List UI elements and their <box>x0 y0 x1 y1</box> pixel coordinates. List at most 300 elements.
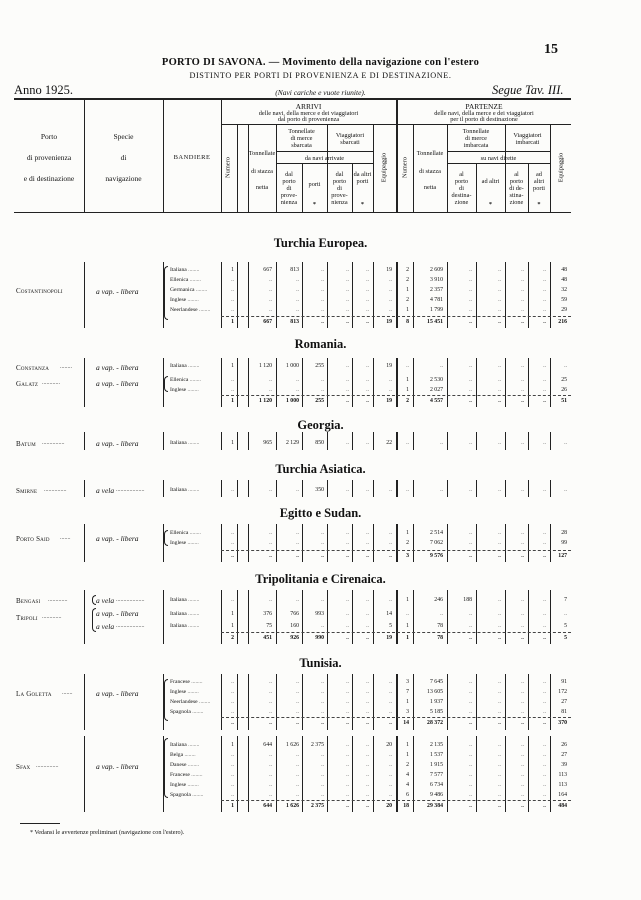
cell-value: 1 <box>406 530 409 536</box>
cell-value: .. <box>346 319 349 325</box>
leader-dots: ............ <box>42 380 60 386</box>
cell-value: .. <box>296 287 299 293</box>
cell-value: .. <box>389 553 392 559</box>
cell-value: 2 375 <box>310 742 324 748</box>
cell-value: .. <box>269 720 272 726</box>
cell-value: .. <box>543 679 546 685</box>
cell-value: .. <box>389 792 392 798</box>
cell-value: 993 <box>315 611 324 617</box>
cell-value: .. <box>498 277 501 283</box>
cell-value: 350 <box>315 487 324 493</box>
navigation-kind: a vap. - libera <box>96 287 139 296</box>
cell-value: .. <box>269 307 272 313</box>
body-col-divider <box>84 358 85 407</box>
cell-value: 766 <box>290 611 299 617</box>
cell-value: .. <box>543 277 546 283</box>
section-turchia-asiatica: Turchia Asiatica. <box>275 462 366 476</box>
cell-value: .. <box>406 363 409 369</box>
cell-value: .. <box>321 377 324 383</box>
cell-value: .. <box>521 762 524 768</box>
cell-value: 2 <box>406 398 409 404</box>
header-porto: Porto <box>40 132 58 141</box>
cell-value: 1 <box>231 803 234 809</box>
header-equipaggio: Equipaggio <box>380 152 388 183</box>
cell-value: .. <box>296 699 299 705</box>
brace <box>164 376 168 392</box>
cell-value: 1 626 <box>285 803 299 809</box>
cell-value: 5 <box>564 635 567 641</box>
cell-value: .. <box>366 440 369 446</box>
cell-value: 160 <box>290 623 299 629</box>
cell-value: .. <box>321 530 324 536</box>
cell-value: .. <box>296 307 299 313</box>
cell-value: 484 <box>558 803 567 809</box>
cell-value: 1 000 <box>285 398 299 404</box>
cell-value: .. <box>469 611 472 617</box>
cell-value: .. <box>296 772 299 778</box>
leader-dots: ....... <box>62 690 73 696</box>
cell-value: .. <box>440 487 443 493</box>
cell-value: 7 062 <box>429 540 443 546</box>
cell-value: .. <box>521 387 524 393</box>
cell-value: .. <box>498 679 501 685</box>
cell-value: .. <box>366 699 369 705</box>
cell-value: 19 <box>386 363 392 369</box>
flag-label: Spagnola ........ <box>170 792 204 798</box>
cell-value: 1 <box>406 742 409 748</box>
cell-value: 1 <box>406 635 409 641</box>
header-star: * <box>360 201 365 208</box>
cell-value: .. <box>231 782 234 788</box>
total-rule <box>221 632 571 633</box>
cell-value: .. <box>543 540 546 546</box>
cell-value: .. <box>498 762 501 768</box>
cell-value: 1 <box>406 287 409 293</box>
cell-value: 75 <box>266 623 272 629</box>
cell-value: .. <box>321 762 324 768</box>
cell-value: .. <box>543 387 546 393</box>
cell-value: .. <box>346 540 349 546</box>
cell-value: 9 486 <box>429 792 443 798</box>
cell-value: .. <box>366 752 369 758</box>
cell-value: .. <box>346 752 349 758</box>
cell-value: .. <box>231 699 234 705</box>
cell-value: .. <box>296 530 299 536</box>
cell-value: 3 <box>406 679 409 685</box>
cell-value: .. <box>269 679 272 685</box>
cell-value: .. <box>543 742 546 748</box>
header-tonn-stazza: Tonnellate <box>248 150 276 157</box>
cell-value: .. <box>469 699 472 705</box>
cell-value: .. <box>498 635 501 641</box>
cell-value: 5 <box>564 623 567 629</box>
cell-value: 451 <box>263 635 272 641</box>
cell-value: .. <box>231 277 234 283</box>
cell-value: .. <box>498 611 501 617</box>
port-name: Constanza <box>16 364 50 372</box>
cell-value: .. <box>389 689 392 695</box>
leader-dots: ................... <box>116 487 145 493</box>
flag-label: Francese ........ <box>170 772 203 778</box>
cell-value: .. <box>543 377 546 383</box>
cell-value: 27 <box>561 699 567 705</box>
cell-value: .. <box>521 623 524 629</box>
flag-label: Italiana ........ <box>170 742 200 748</box>
cell-value: .. <box>366 398 369 404</box>
cell-value: 1 537 <box>429 752 443 758</box>
cell-value: .. <box>543 792 546 798</box>
cell-value: .. <box>498 803 501 809</box>
cell-value: .. <box>521 679 524 685</box>
cell-value: 246 <box>434 597 443 603</box>
cell-value: 29 384 <box>427 803 443 809</box>
cell-value: .. <box>231 679 234 685</box>
cell-value: 28 372 <box>427 720 443 726</box>
cell-value: .. <box>366 762 369 768</box>
leader-dots: ............... <box>42 440 65 446</box>
cell-value: .. <box>321 782 324 788</box>
flag-label: Inglese ........ <box>170 782 199 788</box>
cell-value: .. <box>321 319 324 325</box>
cell-value: 644 <box>263 742 272 748</box>
cell-value: .. <box>231 792 234 798</box>
total-rule <box>221 717 571 718</box>
cell-value: .. <box>231 720 234 726</box>
cell-value: .. <box>346 363 349 369</box>
cell-value: 667 <box>263 267 272 273</box>
cell-value: .. <box>321 540 324 546</box>
cell-value: .. <box>389 530 392 536</box>
cell-value: .. <box>543 487 546 493</box>
cell-value: .. <box>498 709 501 715</box>
leader-dots: ............... <box>36 763 59 769</box>
cell-value: .. <box>321 752 324 758</box>
cell-value: .. <box>521 398 524 404</box>
cell-value: .. <box>269 597 272 603</box>
port-name: Batum <box>16 440 36 448</box>
cell-value: .. <box>231 752 234 758</box>
cell-value: .. <box>269 387 272 393</box>
cell-value: .. <box>366 387 369 393</box>
total-rule <box>221 800 571 801</box>
cell-value: .. <box>269 287 272 293</box>
section-tripolitania: Tripolitania e Cirenaica. <box>255 572 386 586</box>
cell-value: 1 937 <box>429 699 443 705</box>
header-al-porto: porto <box>454 178 469 185</box>
flag-label: Spagnola ........ <box>170 709 204 715</box>
cell-value: .. <box>469 689 472 695</box>
cell-value: 99 <box>561 540 567 546</box>
cell-value: .. <box>346 297 349 303</box>
cell-value: .. <box>389 307 392 313</box>
brace <box>164 679 168 721</box>
footnote-rule <box>20 823 60 824</box>
cell-value: .. <box>366 540 369 546</box>
header-ad-altri: altri <box>533 178 545 185</box>
flag-label: Italiana ........ <box>170 440 200 446</box>
cell-value: 2 <box>406 297 409 303</box>
cell-value: .. <box>469 742 472 748</box>
cell-value: .. <box>296 679 299 685</box>
cell-value: .. <box>521 752 524 758</box>
cell-value: .. <box>366 709 369 715</box>
cell-value: .. <box>389 597 392 603</box>
cell-value: .. <box>366 307 369 313</box>
cell-value: 15 451 <box>427 319 443 325</box>
cell-value: 1 <box>231 440 234 446</box>
navigation-kind: a vap. - libera <box>96 363 139 372</box>
cell-value: 1 <box>231 611 234 617</box>
cell-value: .. <box>521 597 524 603</box>
leader-dots: ................... <box>116 597 145 603</box>
cell-value: 13 605 <box>427 689 443 695</box>
navigation-kind: a vap. - libera <box>96 762 139 771</box>
cell-value: .. <box>296 553 299 559</box>
cell-value: .. <box>366 377 369 383</box>
cell-value: .. <box>389 297 392 303</box>
cell-value: 216 <box>558 319 567 325</box>
cell-value: 81 <box>561 709 567 715</box>
cell-value: .. <box>406 487 409 493</box>
cell-value: .. <box>543 319 546 325</box>
cell-value: .. <box>469 530 472 536</box>
cell-value: 965 <box>263 440 272 446</box>
port-name: Bengasi <box>16 597 41 605</box>
cell-value: .. <box>498 623 501 629</box>
cell-value: .. <box>498 792 501 798</box>
cell-value: .. <box>543 297 546 303</box>
cell-value: .. <box>231 540 234 546</box>
cell-value: .. <box>321 277 324 283</box>
cell-value: .. <box>564 363 567 369</box>
body-col-divider <box>84 674 85 730</box>
cell-value: .. <box>498 597 501 603</box>
header-bandiere: BANDIERE <box>173 154 211 161</box>
cell-value: 255 <box>315 398 324 404</box>
cell-value: .. <box>296 540 299 546</box>
header-merce-imbarcata: di merce <box>465 135 487 142</box>
cell-value: 1 626 <box>285 742 299 748</box>
cell-value: .. <box>440 440 443 446</box>
cell-value: .. <box>296 297 299 303</box>
cell-value: .. <box>521 440 524 446</box>
cell-value: .. <box>321 720 324 726</box>
cell-value: .. <box>469 623 472 629</box>
cell-value: .. <box>346 398 349 404</box>
cell-value: .. <box>346 792 349 798</box>
cell-value: .. <box>296 487 299 493</box>
cell-value: 22 <box>386 440 392 446</box>
cell-value: .. <box>231 553 234 559</box>
cell-value: .. <box>469 377 472 383</box>
flag-label: Ellenica ........ <box>170 277 201 283</box>
body-col-divider <box>163 432 164 450</box>
cell-value: .. <box>389 782 392 788</box>
cell-value: 188 <box>463 597 472 603</box>
cell-value: 29 <box>561 307 567 313</box>
cell-value: .. <box>521 803 524 809</box>
cell-value: .. <box>321 709 324 715</box>
cell-value: .. <box>346 530 349 536</box>
cell-value: .. <box>346 387 349 393</box>
body-col-divider <box>84 524 85 562</box>
flag-label: Italiana ........ <box>170 267 200 273</box>
cell-value: .. <box>366 742 369 748</box>
cell-value: .. <box>469 679 472 685</box>
brace <box>92 608 96 632</box>
header-al-porto: al <box>514 171 519 178</box>
total-rule <box>221 550 571 551</box>
flag-label: Inglese ........ <box>170 297 199 303</box>
cell-value: .. <box>346 277 349 283</box>
body-col-divider <box>84 262 85 328</box>
cell-value: 644 <box>263 803 272 809</box>
cell-value: .. <box>498 267 501 273</box>
header-rule <box>221 124 571 125</box>
cell-value: 3 <box>406 709 409 715</box>
header-specie: Specie <box>113 132 134 141</box>
cell-value: 14 <box>403 720 409 726</box>
cell-value: .. <box>296 277 299 283</box>
cell-value: 2 <box>406 267 409 273</box>
cell-value: .. <box>321 772 324 778</box>
cell-value: .. <box>346 553 349 559</box>
cell-value: .. <box>231 307 234 313</box>
cell-value: .. <box>366 553 369 559</box>
brace <box>164 530 168 546</box>
footnote: * Vedansi le avvertenze preliminari (navigazione con l'estero). <box>30 829 185 836</box>
header-merce-sbarcata: Tonnellate <box>288 128 315 135</box>
cell-value: .. <box>366 267 369 273</box>
navigation-kind: a vap. - libera <box>96 609 139 618</box>
cell-value: .. <box>346 782 349 788</box>
cell-value: 2 <box>231 635 234 641</box>
flag-label: Inglese ........ <box>170 689 199 695</box>
cell-value: .. <box>498 387 501 393</box>
cell-value: .. <box>269 699 272 705</box>
year-label: Anno 1925. <box>14 83 74 97</box>
header-dal-porto: prove- <box>280 192 298 199</box>
cell-value: .. <box>543 623 546 629</box>
cell-value: .. <box>498 772 501 778</box>
flag-label: Italiana ........ <box>170 487 200 493</box>
cell-value: .. <box>543 699 546 705</box>
cell-value: .. <box>366 363 369 369</box>
header-tonn-stazza: di stazza <box>251 168 273 175</box>
cell-value: .. <box>346 709 349 715</box>
flag-label: Belga ........ <box>170 752 196 758</box>
section-georgia: Georgia. <box>297 418 344 432</box>
header-star: * <box>537 201 541 208</box>
header-porto: di provenienza <box>26 153 72 162</box>
cell-value: .. <box>269 540 272 546</box>
cell-value: 19 <box>386 319 392 325</box>
cell-value: .. <box>366 319 369 325</box>
cell-value: .. <box>469 267 472 273</box>
cell-value: .. <box>469 782 472 788</box>
cell-value: .. <box>269 709 272 715</box>
header-viaggiatori-sbarcati: sbarcati <box>340 139 360 146</box>
cell-value: 1 <box>406 377 409 383</box>
cell-value: .. <box>389 287 392 293</box>
flag-label: Ellenica ........ <box>170 530 201 536</box>
cell-value: .. <box>498 782 501 788</box>
cell-value: .. <box>521 363 524 369</box>
cell-value: 20 <box>386 803 392 809</box>
cell-value: 27 <box>561 752 567 758</box>
header-merce-sbarcata: di merce <box>290 135 313 142</box>
navigation-kind: a vela <box>96 596 115 605</box>
cell-value: 1 <box>231 398 234 404</box>
cell-value: .. <box>469 319 472 325</box>
cell-value: .. <box>543 689 546 695</box>
header-tonn-stazza: Tonnellate <box>416 150 444 157</box>
col-divider <box>237 124 238 212</box>
cell-value: 2 <box>406 277 409 283</box>
cell-value: 1 799 <box>429 307 443 313</box>
page-title: PORTO DI SAVONA. — Movimento della navigazione con l'estero <box>161 57 480 68</box>
cell-value: 18 <box>403 803 409 809</box>
cell-value: .. <box>469 277 472 283</box>
cell-value: 59 <box>561 297 567 303</box>
body-col-divider <box>84 432 85 450</box>
cell-value: .. <box>498 377 501 383</box>
cell-value: .. <box>269 377 272 383</box>
cell-value: .. <box>346 487 349 493</box>
cell-value: .. <box>389 772 392 778</box>
body-col-divider <box>163 590 164 644</box>
header-ad-altri: porti <box>533 185 545 192</box>
cell-value: .. <box>543 752 546 758</box>
cell-value: 28 <box>561 530 567 536</box>
header-dal-porto: nienza <box>331 199 348 206</box>
cell-value: .. <box>231 772 234 778</box>
cell-value: .. <box>543 287 546 293</box>
cell-value: .. <box>389 377 392 383</box>
cell-value: 990 <box>315 635 324 641</box>
header-porto: e di destinazione <box>23 174 75 183</box>
cell-value: .. <box>521 720 524 726</box>
body-col-divider <box>84 480 85 497</box>
total-rule <box>221 395 571 396</box>
cell-value: 1 <box>231 742 234 748</box>
cell-value: .. <box>321 307 324 313</box>
cell-value: .. <box>321 387 324 393</box>
cell-value: .. <box>543 611 546 617</box>
cell-value: .. <box>498 287 501 293</box>
cell-value: 370 <box>558 720 567 726</box>
header-al-porto: di <box>459 185 464 192</box>
page-number: 15 <box>544 42 558 57</box>
cell-value: .. <box>231 689 234 695</box>
cell-value: .. <box>389 720 392 726</box>
cell-value: .. <box>231 297 234 303</box>
header-specie: navigazione <box>105 174 142 183</box>
header-da-altri: porti <box>356 178 369 185</box>
cell-value: .. <box>346 377 349 383</box>
section-turchia-europea: Turchia Europea. <box>273 236 368 250</box>
cell-value: .. <box>231 487 234 493</box>
cell-value: .. <box>366 772 369 778</box>
cell-value: .. <box>521 689 524 695</box>
cell-value: 91 <box>561 679 567 685</box>
cell-value: 20 <box>386 742 392 748</box>
header-tonn-stazza: netta <box>255 184 269 191</box>
cell-value: 19 <box>386 267 392 273</box>
header-partenze: PARTENZE <box>465 102 503 111</box>
cell-value: 1 120 <box>258 398 272 404</box>
header-dal-porto: dal <box>285 171 293 178</box>
